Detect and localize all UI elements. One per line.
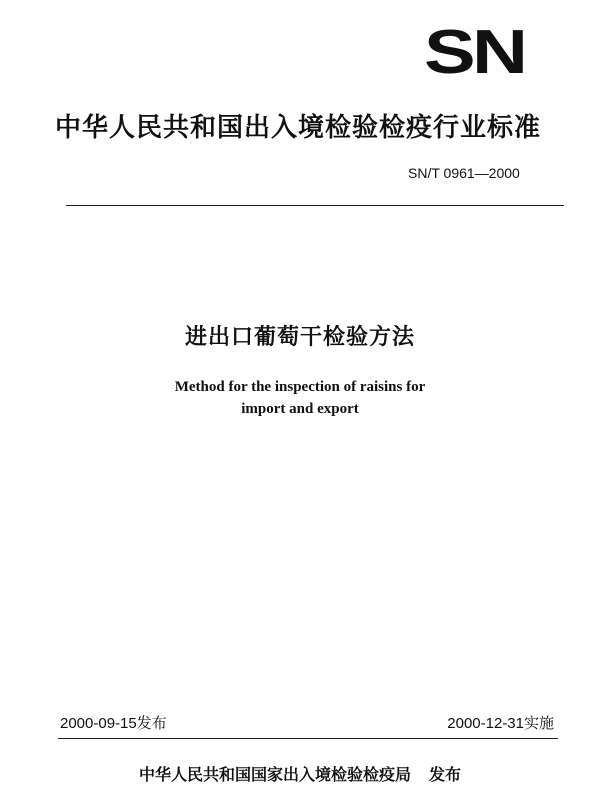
implementation-date: 2000-12-31实施 [447,715,554,732]
publisher-action: 发布 [429,765,462,784]
publisher-name: 中华人民共和国国家出入境检验检疫局 [138,765,411,784]
issue-date: 2000-09-15发布 [60,715,167,732]
standard-logo: SN [424,18,525,87]
english-title-line-1: Method for the inspection of raisins for [174,379,426,395]
standard-number: SN/T 0961—2000 [408,165,520,181]
header-divider [66,205,564,206]
document-title-english [0,376,600,420]
agency-title: 中华人民共和国出入境检验检疫行业标准 [55,113,542,143]
document-title-chinese: 进出口葡萄干检验方法 [184,325,415,350]
english-title-line-2: import and export [241,401,359,417]
footer-divider [58,738,558,739]
publisher-line [0,764,600,786]
